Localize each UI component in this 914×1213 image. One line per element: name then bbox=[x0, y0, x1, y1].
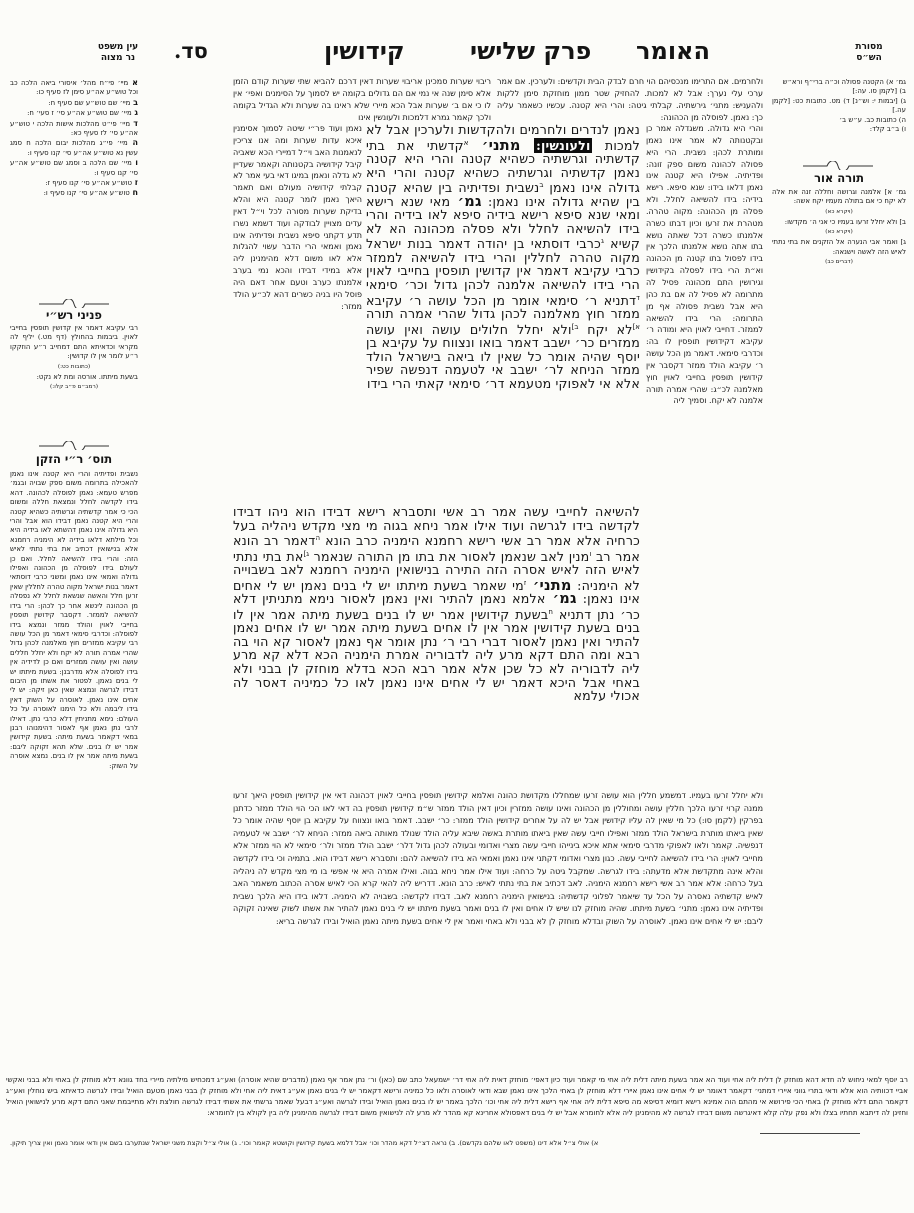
gemara-segment: ז bbox=[523, 578, 527, 587]
torah-or-verses bbox=[772, 188, 906, 348]
footnote-line: א) אולי צ״ל אלא דינו (משפט לאו שלהם נקדשם). ב) נראה דצ״ל דקא מהדר וכו׳ אבל דלמא בשעת קידושין וקושטא קאמר וכו׳. ג) אולי צ״ל וקצת משני ישראל שנתערבו בשם אין ודאי אומר נאמן ואין צריך תיקון. bbox=[10, 1139, 599, 1147]
gemara-segment: בשעת קידושין אמר יש לו בנים בשעת מיתה אמר אין לו בנים בשעת קידושין אמר אין לו אחים בשעת מיתה אמר יש לו אחים נאמן להתיר ואין נאמן לאסור דברי רבי ר׳ נתן אומר אף נאמן לאסור קא הוי בה רבא ומה התם דקא מרע ליה לדבוריה אמרת הימניה הכא דלא קא מרע ליה לדבוריה לא כל שכן אלא אמר רבא הכא בדלא מוחזק לן בבני ולא באחי אבל היכא דאמר יש לי אחים אינו נאמן לאו כל כמיניה דאסר לה אכולי עלמא bbox=[233, 606, 640, 704]
pninei-rashi-body bbox=[10, 324, 138, 436]
gemara-segment: נשבית ופדיתיה בין שהיא קטנה בין שהיא גדולה אינו נאמן: bbox=[366, 180, 640, 209]
gemara-segment: קדשתי את בתי קדשתיה וגרשתיה כשהיא קטנה והרי היא קטנה נאמן קדשתיה וגרשתיה כשהיא קטנה והרי היא גדולה אינו נאמן bbox=[366, 137, 640, 196]
tos-ri-hazaken-body: נשבית ופדיתיה והרי היא קטנה אינו נאמן להאכילה בתרומה משום ספק שבויה ובגמ׳ מפרש טעמא: נאמן לפוסלה לכהונה. דהא בידו לקדשה לחלל ונמצאת חללה ומשום הכי כי אמר קדשתיה וגרשתיה כשהיא קטנה והרי היא קטנה נאמן דבידו הוא אבל והרי היא גדולה אינו נאמן דהשתא לאו בידיה היא וכל מילתא דלאו בידיה לא הימניה רחמנא אלא בנישואין דכתיב את בתי נתתי לאיש הזה: והרי בידו להשיאה לחלל. ואם כן לעולם בידו לפוסלה מן הכהונה ואפילו גדולה ואמאי אינו נאמן ומשני כרבי דוסתאי דאמר בנות ישראל מקוה טהרה לחללין שאין זרען חלל והאשה שנשאת לחלל לא נפסלה מן הכהונה לינשא אחר כך לכהן: הרי בידו להשיאה לממזר. דקסבר קידושין תופסין בחייבי לאוין והולד ממזר ונמצא בידו לפוסלה: וכדרבי סימאי דאמר מן הכל עושה רבי עקיבא ממזרים חוץ מאלמנה לכהן גדול שהרי אמרה תורה לא יקח ולא יחלל חללים עושה ואין עושה ממזרים ואם כן לדידיה אין בידו לפוסלה אלא מדרבנן: בשעת מיתתו יש לי בנים נאמן. לפטור את אשתו מן היבום דבידו לגרשה ונמצא שאין כאן זיקה: יש לי אחים אינו נאמן. לאוסרה על השוק דאין בידו ליבמה ולא כל הימנו לאוסרה על כל העולם: נימא מתניתין דלא כרבי נתן. דאילו לרבי נתן נאמן אף לאסור דהימנוהו רבנן במאי דקאמר בשעת מיתה: בשעת קידושין אמר יש לו בנים. שלא תהא זקוקה ליבם: בשעת מיתה אמר אין לו בנים. נמצא אוסרה על השוק: bbox=[10, 470, 138, 770]
rashi-bottom: ולא יחלל זרעו בעמיו. דמשמע חללין הוא עושה זרעו שמחללו מקדושת כהונה ואלמא קידושין תופסין בחייבי לאוין דכהונה דאי אין קידושין תופסין היאך זרעו ממנה קרוי זרעו הלכך חללין עושה ומחוללין מן הכהונה ואינו עושה ממזרין וכיון דאין הולד ממזר ש״מ קידושין תופסין בה דאי לאו הכי הוי הולד ממזר כדתנן בפרקין (לקמן סו:) כל מי שאין לה עליו קידושין אבל יש לה על אחרים קידושין הולד ממזר: כר׳ ישבב. דאמר בואו ונצווח על עקיבא בן יוסף שהיה אומר כל שאין ביאתו מותרת בישראל הולד ממזר ואפילו חייבי עשה שאין ביאתו מותרת באשה שיבא עליה הולד שנולד מאותה ביאה ממזר: הניחא לר׳ ישבב אי לטעמיה דנפשיה. קאמר ולאו לאפוקי מדרבי סימאי אתא איכא בינייהו חייבי עשה מצרי ואדומי ובעולה לכהן גדול דלר׳ ישבב הולד ממזר ולר׳ סימאי לא הוי ממזר אלא מחייבי לאוין: הרי בידו להשיאה לחייבי עשה. כגון מצרי ואדומי דקתני אינו נאמן ואמאי הא בידו להשיאה להם: ותסברא רישא דבידו הוא. בתמיה וכי בידו לקדשה והלא אינה מתקדשת אלא מדעתה: בידו לגרשה. שמקבל גיטה על כרחה: ועוד אילו אמר ניחא בגוה. ואילו אמרה היא אי אפשי בו מי מצי מקדש לה ניהליה בעל כרחה: אלא אמר רב אשי רישא רחמנא הימניה. לאב דכתיב את בתי נתתי לאיש: כרב הונא. דדריש ליה להאי קרא הכי לאיש אסרה הכתוב משאמר האב לאיש קדשתיה נאסרה על הכל עד שיאמר לפלוני קדשתיה: בנישואין הימניה רחמנא לאב. דבידו לקדשה: בשבויה לא הימניה. דלאו בידו היא הלכך נשבית ופדיתיה אינו נאמן: מתני׳ בשעת מיתתו. שהיה מוחזק לנו שיש לו אחים ואין לו בנים ואמר בשעת מיתתו יש לי בנים נאמן להתיר את אשתו לשוק שאינה זקוקה ליבם: יש לי אחים אינו נאמן. לאוסרה על השוק ובדלא מוחזק לן לא בבני ולא באחי ואמר אין לי אחים בשעת מיתה נאמן הואיל ובידו לגרשה בריא: bbox=[233, 791, 763, 926]
section-divider bbox=[794, 160, 882, 170]
ein-mishpat-entry: א מיי׳ פי״ח מהל׳ איסורי ביאה הלכה כב וכל טוש״ע אה״ע סימן לז סעיף כו: bbox=[10, 78, 138, 97]
gemara-segment: דאמר רב הונא אמר רב bbox=[233, 533, 640, 564]
tosafot-top: ריבוי שערות סמכינן אריבוי שערות דאין דרכם להביא שתי שערות קודם הזמן אלא סימן שנה אי נמי אם הם גדולים בקומה יש לסמוך על הסימנים ואפי׳ אין לו כי אם ב׳ שערות אבל הכא מיירי שלא ראינו בה שערות ולא הגדיל בקומה ולכך קאמר גמרא דלמכות ולעונשין אינו bbox=[233, 77, 491, 122]
verse-citation: (ויקרא כא) bbox=[825, 208, 853, 215]
ein-mishpat-entry: ח טוש״ע אה״ע סי׳ קנו סעיף ו: bbox=[43, 187, 138, 198]
gemara-segment: מתני׳ bbox=[468, 136, 535, 154]
ein-mishpat-entry: ג מיי׳ שם טוש״ע אה״ע סי׳ ז סעי׳ ח: bbox=[27, 107, 138, 118]
gemara-segment: ד bbox=[636, 293, 640, 302]
gemara-segment: ו bbox=[589, 549, 592, 558]
gemara-segment: לא יקח bbox=[578, 321, 633, 337]
tosafot-column: נאמן ועוד פר״י שיטה לסמוך אסימנין איכא עדות שערות ומה אנו צריכין לנאמנות האב וי״ל דמיירי הכא שאביה קיבל קידושיה בקטנותה וקאמר שעדיין לא גדלה ונאמן במיגו דאי בעי אמר לא קבלתי קידושיה מעולם ואם תאמר היאך נאמן לומר קטנה היא והלא בדיקת שערות מסורה לכל וי״ל דאין עדים מצויין לבודקה ועוד דשמא נשרו תדע דקתני סיפא נשבית ופדיתיה אינו נאמן ואמאי הרי הדבר עשוי להגלות אלא לאו משום דלא מהימנינן ליה אלא במידי דבידו והכא נמי בערב אלמנתו כערב וטעם אחר דאם היה פוסל היו בניה כשרים דהא לכ״ע הולד ממזר: bbox=[233, 124, 362, 311]
rashi-column: והרי היא גדולה. משגדלה אמר כן ובקטנותה לא אמר אינו נאמן ומותרת לכהן: נשבית. הרי היא פסולה לכהונה משום ספק זונה: ופדיתיה. אפילו היא קטנה אינו נאמן דלאו בידו: שנא סיפא. רישא בידיה: בידו להשיאה לחלל. ולא פסלה מן הכהונה: מקוה טהרה. מטהרת את זרעו וכיון דבתו כשרה אלמנתו כשרה דכל שאתה נושא בתו אתה נושא אלמנתו הלכך אין בידו לפסול בתו קטנה מן הכהונה וא״ת הרי בידו לפסלה בקידושין וגירושין התם מכהונה פסיל לה מתרומה לא פסיל לה אם בת כהן היא אבל נשבית פסולה אף מן התרומה: הרי בידו להשיאה לממזר. דחייבי לאוין היא ומודה ר׳ עקיבא דקידושין תופסין לו בה: וכדרבי סימאי. דאמר מן הכל עושה ר׳ עקיבא הולד ממזר דקסבר אין קידושין תופסין בחייבי לאוין חוץ מאלמנה לכ״ג: שהרי אמרה תורה אלמנה לא יקח. וסמיך ליה bbox=[646, 124, 763, 406]
gemara-part2 bbox=[233, 505, 640, 766]
ein-mishpat-entry: ה מיי׳ פי״ג מהלכות יבום הלכה ח סמג עשין נא טוש״ע אה״ע סי׳ קנו סעיף ו: bbox=[10, 137, 138, 157]
gemara-segment: מאי שנא רישא ומאי שנא סיפא רישא בידיה סיפא לאו בידיה והרי בידו להשיאה לחלל ולא פסלה מכהונה הא לא קשיא bbox=[366, 193, 640, 252]
gemara-segment: ולא יחלל חלולים עושה ואין עושה ממזרים כר׳ ישבב דאמר בואו ונצווח על עקיבא בן יוסף שהיה אומר כל שאין לו ביאה בישראל הולד ממזר הניחא לר׳ ישבב אי לטעמה דנפשה שפיר אלא אי לאפוקי מטעמא דר׳ סימאי קאתי הרי בידו bbox=[366, 321, 640, 391]
verse-citation: (ויקרא כא) bbox=[825, 229, 853, 236]
gemara-segment: ג bbox=[600, 237, 604, 246]
gemara-segment: ג] bbox=[303, 549, 310, 558]
torah-or-verse: ב] ולא יחלל זרעו בעמיו כי אני ה׳ מקדשו: bbox=[784, 217, 906, 226]
ein-mishpat-header-title: עין משפט נר מצוה bbox=[97, 42, 139, 63]
ein-mishpat-entry: ו מיי׳ שם הלכה ב וסמג שם טוש״ע אה״ע סי׳ קנו סעיף ו: bbox=[10, 157, 138, 177]
gemara-part1 bbox=[366, 123, 640, 504]
perek-number: פרק שלישי bbox=[470, 36, 592, 65]
masoret-ref: ו) ב״ב קלד: bbox=[869, 125, 906, 134]
daf-number: סד. bbox=[174, 38, 208, 63]
gemara-segment: את בתי נתתי לאיש הזה לאיש אסרה הזה התירה בנישואין הימניה רחמנא לאב בשבוייה לא הימניה: bbox=[233, 548, 640, 593]
pninei-rashi-paragraph: רבי עקיבא דאמר אין קדושין תופסין בחייבי לאוין. ביבמות בהחולץ (דף מט.) יליף לה מקראי וכדאיתא התם דמחייב ר״ע הוזקקו ר״ע לומר אין לו קדושין: bbox=[10, 324, 138, 361]
torah-or-verse: גמ׳ א] אלמנה וגרושה וחללה זנה את אלה לא יקח כי אם בתולה מעמיו יקח אשה: bbox=[772, 188, 906, 206]
masoret-ref: גמ׳ א) הקטנה פסולה וכ״ה ברי״ף ורא״ש bbox=[782, 78, 906, 86]
gemara-segment: דתניא ר׳ סימאי אומר מן הכל עושה ר׳ עקיבא ממזר חוץ מאלמנה לכהן גדול שהרי אמרה תורה bbox=[366, 292, 640, 322]
gemara-segment: ב] bbox=[571, 322, 579, 331]
gemara-segment: נאמן לנדרים ולחרמים ולהקדשות ולערכין אבל לא למכות bbox=[366, 123, 640, 153]
gemara-segment: ב bbox=[539, 181, 544, 190]
torah-or-verse: ג] ואמר אבי הנערה אל הזקנים את בתי נתתי לאיש הזה לאשה וישנאה: bbox=[772, 238, 906, 256]
masoret-ref: ה) כתובות כב. ע״ש ב׳ bbox=[839, 115, 906, 124]
gemara-segment: א bbox=[463, 138, 469, 147]
gemara-segment: גמ׳ bbox=[545, 590, 577, 608]
gemara-segment: מתני׳ bbox=[526, 576, 572, 594]
pninei-rashi-title: פניני רש״י bbox=[46, 308, 102, 322]
verse-citation: (דברים כב) bbox=[825, 259, 853, 266]
chapter-title: האומר bbox=[636, 36, 711, 65]
gemara-segment: גמ׳ bbox=[450, 192, 482, 210]
gemara-segment: ח bbox=[548, 607, 553, 616]
torah-or-title: תורה אור bbox=[814, 171, 864, 185]
bottom-continuation-block: רב יוסף למאי ניחוש לה חדא דהא מוחזק לן דלית ליה אחי ועוד הא אמר בשעת מיתה דלית ליה אחי מי קאמר ועוד כיון דאפי׳ מוחזק דאית ליה אחי דר׳ ישמעאל כתב שם (כאן) ור׳ נתן אמר אף נאמן (מדברים שהיא אוסרה) ואע״ג דמכחיש מילתיה מיירי בחד גוונא דלא מוחזק לן באחי ולא בבני ואקשי אביי דכוותיה הוא אלא ודאי בתרי גווני איירי דמתני׳ דקאמר דאומר יש לי אחים אינו נאמן איירי דלא מוחזק לן באחי הלכך אינו נאמן שבא ודאי לאוסרה ולאו כל כמיניה ורישא דקאמר יש לי בנים נאמן אע״ג דאית ליה אחי ולא מוחזק לן בבני נאמן מטעם הואיל ובידו לגרשה כדאיתא ביש נוחלין ואע״ג דקאמר התם דלא מוחזק לן באחי הכי פירושא אי מהתם הוה אמינא רישא דומיא דסיפא מה סיפא דלית ליה אחי אף רישא דלית ליה אחי וכו׳ הלכך באמר יש לו בנים נאמן הואיל ובידו לגרשה ואע״ג דבעל שאמר גרשתי את אשתי דבידו לגרשה חולצת ולא מתייבמת שאני התם דקא מרע לנישואין הואיל וחזינן לה דיתבא תחתיו בצלו ולא נפק עלה קלא דאיגרשה משום דבידו לגרשה לא מהימנינן ליה אלא לחומרא אבל יש לי בנים דאפסולא אחרינא קא מהדר לא מרע לה לנישואין משום דבידו לגרשה מהימנינן ליה בין לקולא בין לחומרא: bbox=[6, 1075, 908, 1117]
tos-ri-hazaken-title: תוס׳ ר״י הזקן bbox=[35, 452, 113, 466]
ein-mishpat-entries bbox=[10, 78, 138, 296]
masoret-hashas-refs bbox=[772, 78, 906, 158]
ein-mishpat-entry: ז טוש״ע אה״ע סי׳ קנו סעיף ז: bbox=[45, 177, 138, 188]
gemara-segment: א] bbox=[632, 322, 640, 331]
masoret-header-title: מסורת הש״ס bbox=[855, 42, 883, 63]
ein-mishpat-entry: ד מיי׳ פי״ט מהלכות אישות הלכה י טוש״ע אה״ע סי׳ לז סעיף כא: bbox=[10, 117, 138, 138]
masoret-ref: ג) [יבמות י: וש״נ] ד) מט. כתובות כט: [לקמן עה.] bbox=[772, 96, 906, 115]
ein-mishpat-entry: ב מיי׳ שם טוש״ע שם סעיף ח: bbox=[48, 96, 138, 107]
highlighted-word: ולעונשין: bbox=[536, 137, 591, 153]
gemara-segment: מנין לאב שנאמן לאסור את בתו מן התורה שנאמר bbox=[309, 548, 590, 564]
gemara-segment: להשיאה לחייבי עשה אמר רב אשי ותסברא רישא דבידו הוא ניהו דבידו לקדשה בידו לגרשה ועוד אילו אמר ניחא בגוה מי מצי מקדש ניהליה בעל כרחיה אלא אמר רב אשי רישא רחמנא הימניה כרב הונא bbox=[233, 505, 640, 549]
pninei-rashi-citation: (כתובות כט:) bbox=[57, 363, 91, 370]
gemara-segment: ה bbox=[315, 534, 321, 543]
section-divider bbox=[30, 440, 118, 450]
pninei-rashi-paragraph: בשעת מיתתו. אורסה ומת לא נקט: bbox=[36, 372, 138, 381]
rashi-top: ולחרמים. אם התרימו מנכסיהם הוי חרם לבדק הבית וקדשים: ולערכין. אם אמר ערכי עלי נערך: אבל לא למכות. להחזיק שטר ממון מוחזקת סימן ללקות ולהעניש: מתני׳ גירשתיה. קבלתי גיטה: והרי היא קטנה. עכשיו כשאמר עליה כך: נאמן. לפוסלה מן הכהונה: bbox=[497, 77, 763, 122]
masechet-title: קידושין bbox=[324, 36, 405, 65]
section-divider bbox=[30, 298, 118, 308]
pninei-rashi-citation: (רמב״ם פ״ב קלו:) bbox=[50, 384, 98, 391]
footnote-divider bbox=[760, 1133, 860, 1134]
masoret-ref: ב) [לקמן סו. עה:] bbox=[852, 87, 906, 96]
gemara-segment: כרבי דוסתאי בן יהודה דאמר בנות ישראל מקוה טהרה לחללין והרי בידו להשיאה לממזר כרבי עקיבא דאמר אין קדושין תופסין בחייבי לאוין הרי בידו להשיאה אלמנה לכהן גדול וכר׳ סימאי bbox=[366, 236, 640, 293]
gemara-segment: מי שאמר בשעת מיתתו יש לי בנים נאמן יש לי אחים אינו נאמן: bbox=[233, 577, 640, 607]
gemara-segment: אלמא נאמן להתיר ואין נאמן לאסור נימא מתניתין דלא כר׳ נתן דתניא bbox=[233, 591, 640, 622]
